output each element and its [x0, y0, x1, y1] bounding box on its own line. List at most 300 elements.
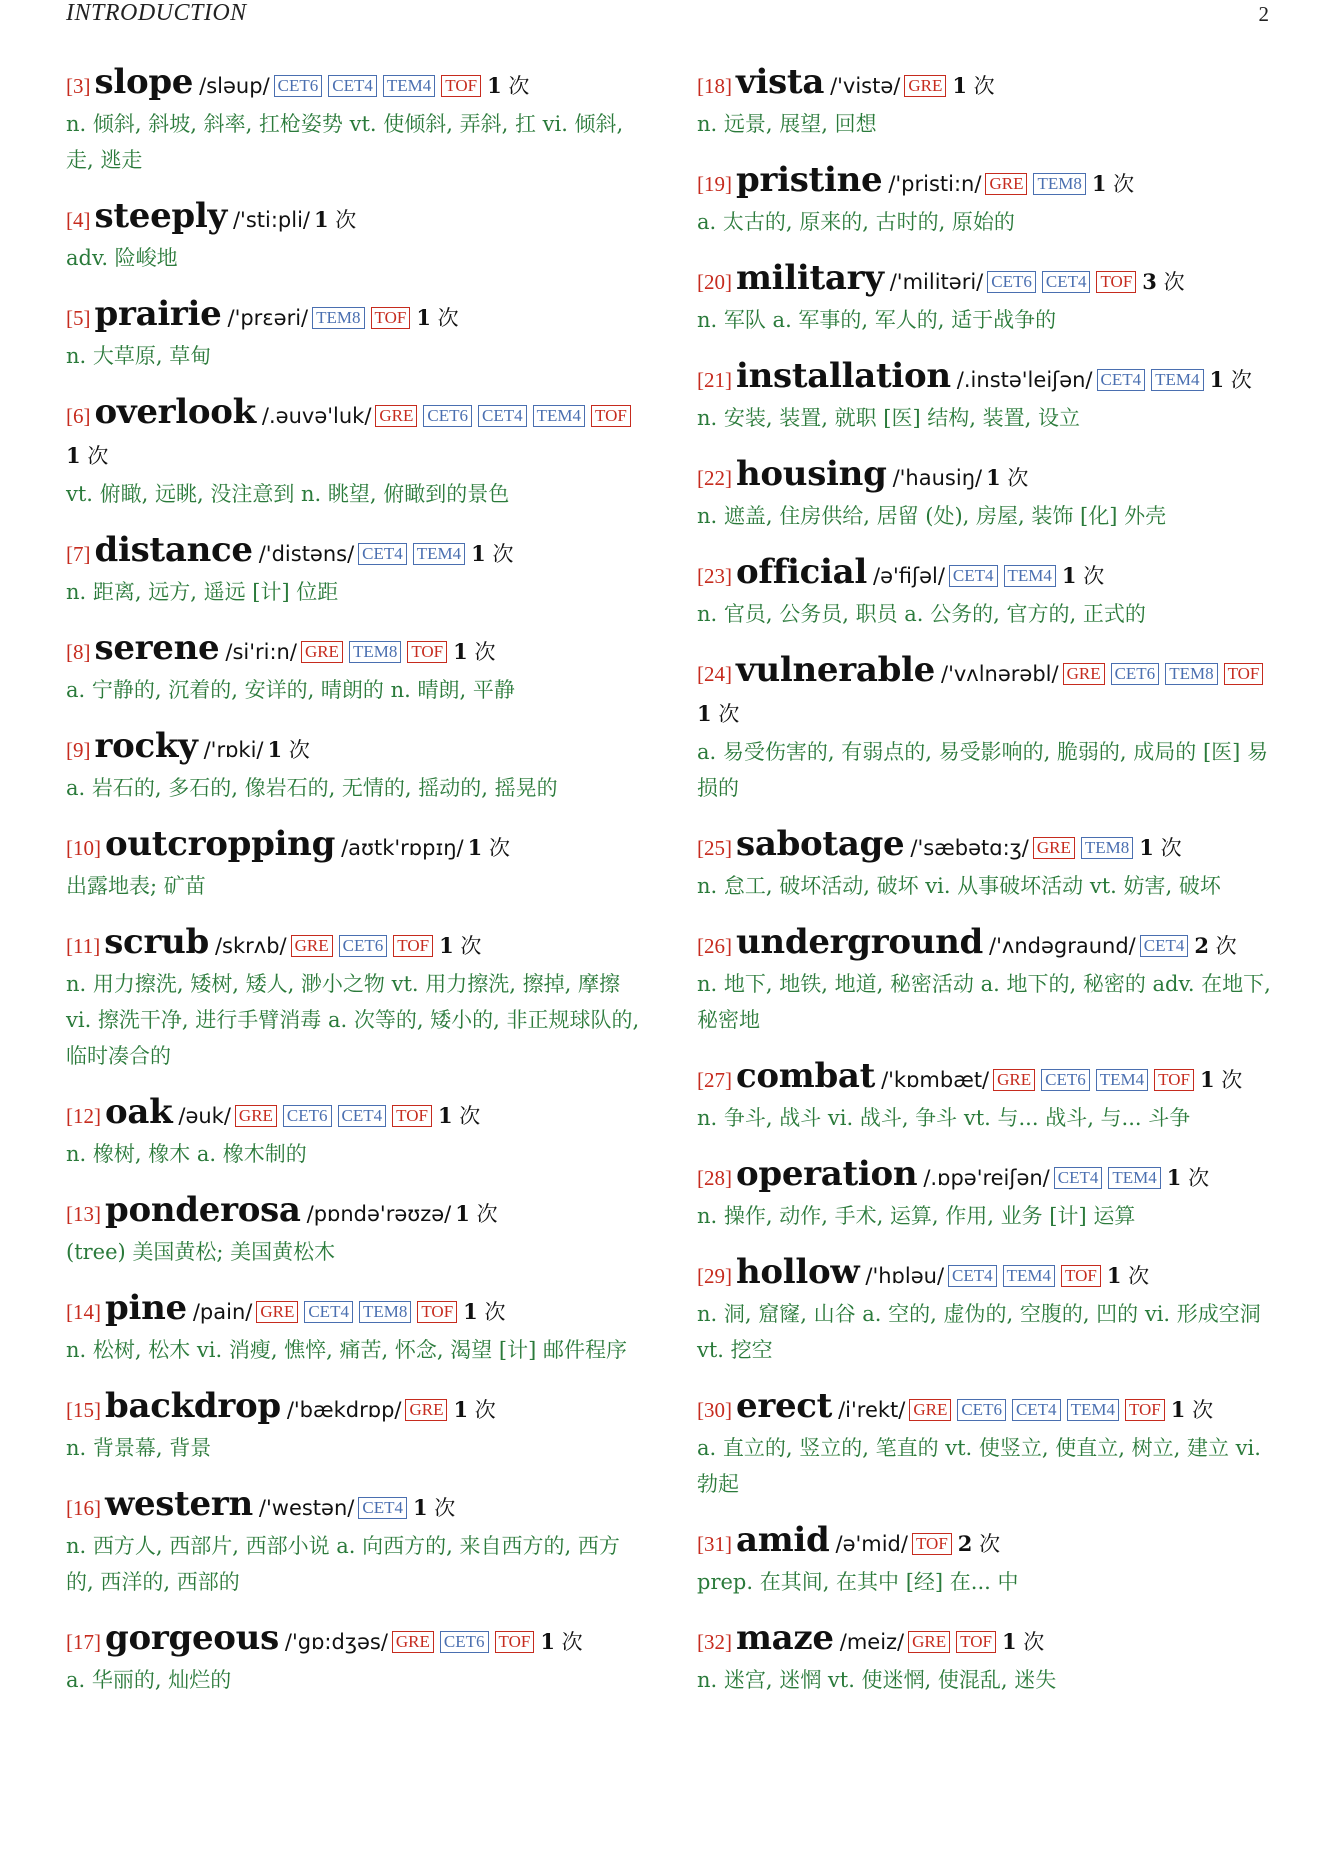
- definition: n. 地下, 地铁, 地道, 秘密活动 a. 地下的, 秘密的 adv. 在地下, 秘密地: [697, 972, 1271, 1032]
- occurrence-count: 1: [1170, 1397, 1186, 1422]
- occurrence-count: 1: [412, 1495, 428, 1520]
- headword: underground: [736, 922, 984, 962]
- headword: housing: [736, 454, 887, 494]
- occurrence-count: 1: [1091, 171, 1107, 196]
- entry-number: [15]: [66, 1398, 101, 1422]
- count-unit: 次: [561, 1630, 583, 1654]
- exam-tag-gre: GRE: [1033, 837, 1075, 859]
- count-unit: 次: [484, 1300, 506, 1324]
- word-entry: [697, 1252, 1277, 1368]
- entry-number: [11]: [66, 934, 101, 958]
- exam-tag-gre: GRE: [1063, 663, 1105, 685]
- entry-headline: [697, 922, 1277, 966]
- entry-headline: [697, 1252, 1277, 1296]
- entry-headline: [697, 552, 1277, 596]
- exam-tag-tem4: TEM4: [1003, 1265, 1055, 1287]
- exam-tag-cet6: CET6: [987, 271, 1036, 293]
- headword: gorgeous: [105, 1618, 279, 1658]
- word-entry: [66, 1386, 646, 1466]
- word-entry: [66, 628, 646, 708]
- word-entry: [697, 356, 1277, 436]
- entry-number: [13]: [66, 1202, 101, 1226]
- definition: adv. 险峻地: [66, 246, 178, 270]
- word-entry: [697, 650, 1277, 806]
- exam-tag-gre: GRE: [301, 641, 343, 663]
- exam-tag-cet4: CET4: [1012, 1399, 1061, 1421]
- occurrence-count: 2: [957, 1531, 973, 1556]
- headword: vista: [736, 62, 825, 102]
- pronunciation: /'vʌlnərəbl/: [941, 662, 1059, 686]
- headword: distance: [94, 530, 253, 570]
- pronunciation: /'militəri/: [889, 270, 984, 294]
- entry-headline: [697, 650, 1277, 734]
- exam-tag-tem8: TEM8: [349, 641, 401, 663]
- exam-tag-tof: TOF: [371, 307, 411, 329]
- occurrence-count: 1: [463, 1299, 478, 1324]
- definition: a. 太古的, 原来的, 古时的, 原始的: [697, 210, 1015, 234]
- exam-tag-tof: TOF: [591, 405, 631, 427]
- exam-tag-gre: GRE: [392, 1631, 434, 1653]
- definition: n. 倾斜, 斜坡, 斜率, 扛枪姿势 vt. 使倾斜, 弄斜, 扛 vi. 倾斜, 走, 逃走: [66, 112, 624, 172]
- entry-headline: [697, 160, 1277, 204]
- count-unit: 次: [718, 702, 740, 726]
- exam-tag-gre: GRE: [909, 1399, 951, 1421]
- headword: rocky: [94, 726, 198, 766]
- word-entry: [66, 1288, 646, 1368]
- count-unit: 次: [1221, 1068, 1243, 1092]
- pronunciation: /skrʌb/: [214, 934, 287, 958]
- pronunciation: /'hausiŋ/: [892, 466, 983, 490]
- exam-tag-tof: TOF: [956, 1631, 996, 1653]
- exam-tag-tof: TOF: [1125, 1399, 1165, 1421]
- entry-headline: [66, 294, 646, 338]
- exam-tag-cet6: CET6: [440, 1631, 489, 1653]
- definition: n. 安装, 装置, 就职 [医] 结构, 装置, 设立: [697, 406, 1081, 430]
- occurrence-count: 1: [471, 541, 486, 566]
- occurrence-count: 1: [453, 1397, 469, 1422]
- word-entry: [697, 454, 1277, 534]
- entry-number: [29]: [697, 1264, 732, 1288]
- word-entry: [66, 196, 646, 276]
- exam-tag-cet6: CET6: [1111, 663, 1160, 685]
- exam-tag-gre: GRE: [993, 1069, 1035, 1091]
- definition: a. 岩石的, 多石的, 像岩石的, 无情的, 摇动的, 摇晃的: [66, 776, 558, 800]
- pronunciation: /'sti:pli/: [232, 208, 310, 232]
- headword: combat: [736, 1056, 876, 1096]
- count-unit: 次: [437, 306, 459, 330]
- pronunciation: /'vistə/: [830, 74, 901, 98]
- pronunciation: /'distəns/: [258, 542, 355, 566]
- pronunciation: /'prɛəri/: [227, 306, 309, 330]
- exam-tag-tof: TOF: [417, 1301, 457, 1323]
- exam-tag-gre: GRE: [256, 1301, 298, 1323]
- entry-number: [25]: [697, 836, 732, 860]
- definition: n. 洞, 窟窿, 山谷 a. 空的, 虚伪的, 空腹的, 凹的 vi. 形成空洞 vt. 挖空: [697, 1302, 1261, 1362]
- exam-tag-cet4: CET4: [478, 405, 527, 427]
- exam-tag-tof: TOF: [393, 935, 433, 957]
- pronunciation: /'bækdrɒp/: [286, 1398, 402, 1422]
- pronunciation: /sləup/: [199, 74, 270, 98]
- occurrence-count: 1: [1139, 835, 1154, 860]
- headword: pristine: [736, 160, 883, 200]
- definition: n. 松树, 松木 vi. 消瘦, 憔悴, 痛苦, 怀念, 渴望 [计] 邮件程序: [66, 1338, 627, 1362]
- headword: outcropping: [105, 824, 336, 864]
- word-entry: [697, 1154, 1277, 1234]
- entry-headline: [66, 196, 646, 240]
- exam-tag-tem4: TEM4: [1096, 1069, 1148, 1091]
- count-unit: 次: [488, 836, 510, 860]
- occurrence-count: 1: [697, 701, 712, 726]
- entry-number: [8]: [66, 640, 91, 664]
- count-unit: 次: [492, 542, 514, 566]
- exam-tag-cet6: CET6: [1041, 1069, 1090, 1091]
- entry-number: [32]: [697, 1630, 732, 1654]
- entry-headline: [66, 726, 646, 770]
- entry-headline: [697, 1154, 1277, 1198]
- occurrence-count: 1: [1209, 367, 1225, 392]
- pronunciation: /'kɒmbæt/: [881, 1068, 990, 1092]
- exam-tag-gre: GRE: [405, 1399, 447, 1421]
- word-entry: [697, 824, 1277, 904]
- entry-headline: [697, 1618, 1277, 1662]
- occurrence-count: 1: [1106, 1263, 1122, 1288]
- pronunciation: /ə'fiʃəl/: [873, 564, 945, 588]
- exam-tag-cet4: CET4: [328, 75, 377, 97]
- entry-number: [22]: [697, 466, 732, 490]
- pronunciation: /'ʌndəgraund/: [989, 934, 1136, 958]
- occurrence-count: 1: [986, 465, 1001, 490]
- count-unit: 次: [1023, 1630, 1045, 1654]
- pronunciation: /.instə'leiʃən/: [956, 368, 1093, 392]
- exam-tag-cet4: CET4: [338, 1105, 387, 1127]
- count-unit: 次: [1192, 1398, 1214, 1422]
- word-entry: [66, 294, 646, 374]
- pronunciation: /.ɒpə'reiʃən/: [923, 1166, 1050, 1190]
- definition: vt. 俯瞰, 远眺, 没注意到 n. 眺望, 俯瞰到的景色: [66, 482, 510, 506]
- count-unit: 次: [474, 1398, 496, 1422]
- exam-tag-cet6: CET6: [339, 935, 388, 957]
- headword: oak: [105, 1092, 173, 1132]
- word-entry: [697, 1056, 1277, 1136]
- definition: 出露地表; 矿苗: [66, 874, 206, 898]
- word-entry: [66, 1618, 646, 1698]
- definition: n. 操作, 动作, 手术, 运算, 作用, 业务 [计] 运算: [697, 1204, 1136, 1228]
- exam-tag-tem8: TEM8: [1081, 837, 1133, 859]
- definition: a. 宁静的, 沉着的, 安详的, 晴朗的 n. 晴朗, 平静: [66, 678, 515, 702]
- headword: operation: [736, 1154, 918, 1194]
- exam-tag-gre: GRE: [291, 935, 333, 957]
- entry-number: [26]: [697, 934, 732, 958]
- exam-tag-tem8: TEM8: [359, 1301, 411, 1323]
- headword: slope: [94, 62, 194, 102]
- word-entry: [697, 1386, 1277, 1502]
- word-entry: [697, 258, 1277, 338]
- occurrence-count: 1: [313, 207, 329, 232]
- exam-tag-tem4: TEM4: [1004, 565, 1056, 587]
- exam-tag-tem4: TEM4: [1108, 1167, 1160, 1189]
- entry-headline: [66, 1092, 646, 1136]
- pronunciation: /meiz/: [839, 1630, 905, 1654]
- pronunciation: /'pristi:n/: [888, 172, 982, 196]
- exam-tag-cet4: CET4: [1042, 271, 1091, 293]
- entry-number: [23]: [697, 564, 732, 588]
- pronunciation: /'gɒ:dʒəs/: [284, 1630, 388, 1654]
- pronunciation: /i'rekt/: [838, 1398, 906, 1422]
- definition: a. 易受伤害的, 有弱点的, 易受影响的, 脆弱的, 成局的 [医] 易损的: [697, 740, 1269, 800]
- entry-headline: [697, 1520, 1277, 1564]
- entry-number: [31]: [697, 1532, 732, 1556]
- headword: amid: [736, 1520, 830, 1560]
- occurrence-count: 1: [1166, 1165, 1182, 1190]
- entry-number: [20]: [697, 270, 732, 294]
- exam-tag-tof: TOF: [1154, 1069, 1194, 1091]
- headword: serene: [94, 628, 220, 668]
- entry-number: [30]: [697, 1398, 732, 1422]
- exam-tag-tem8: TEM8: [312, 307, 364, 329]
- entry-number: [19]: [697, 172, 732, 196]
- right-column: [697, 62, 1277, 1698]
- occurrence-count: 1: [437, 1103, 453, 1128]
- exam-tag-cet4: CET4: [358, 543, 407, 565]
- pronunciation: /aʊtk'rɒpɪŋ/: [341, 836, 464, 860]
- entry-number: [12]: [66, 1104, 101, 1128]
- entry-number: [17]: [66, 1630, 101, 1654]
- entry-headline: [697, 62, 1277, 106]
- pronunciation: /pain/: [192, 1300, 253, 1324]
- exam-tag-cet6: CET6: [957, 1399, 1006, 1421]
- definition: n. 背景幕, 背景: [66, 1436, 212, 1460]
- pronunciation: /'hɒləu/: [865, 1264, 945, 1288]
- exam-tag-tof: TOF: [407, 641, 447, 663]
- headword: overlook: [94, 392, 256, 432]
- word-entry: [66, 726, 646, 806]
- pronunciation: /'rɒki/: [203, 738, 264, 762]
- occurrence-count: 1: [1001, 1629, 1017, 1654]
- exam-tag-cet4: CET4: [304, 1301, 353, 1323]
- headword: military: [736, 258, 884, 298]
- exam-tag-cet4: CET4: [949, 565, 998, 587]
- headword: steeply: [94, 196, 227, 236]
- headword: maze: [736, 1618, 834, 1658]
- entry-number: [3]: [66, 74, 91, 98]
- definition: n. 官员, 公务员, 职员 a. 公务的, 官方的, 正式的: [697, 602, 1146, 626]
- definition: n. 西方人, 西部片, 西部小说 a. 向西方的, 来自西方的, 西方的, 西洋的, 西部的: [66, 1534, 620, 1594]
- count-unit: 次: [474, 640, 496, 664]
- definition: n. 远景, 展望, 回想: [697, 112, 877, 136]
- exam-tag-tof: TOF: [912, 1533, 952, 1555]
- count-unit: 次: [1007, 466, 1029, 490]
- exam-tag-gre: GRE: [904, 75, 946, 97]
- entry-headline: [66, 62, 646, 106]
- entry-headline: [66, 1386, 646, 1430]
- count-unit: 次: [979, 1532, 1001, 1556]
- occurrence-count: 1: [453, 639, 468, 664]
- definition: n. 怠工, 破坏活动, 破坏 vi. 从事破坏活动 vt. 妨害, 破坏: [697, 874, 1221, 898]
- exam-tag-tem4: TEM4: [533, 405, 585, 427]
- count-unit: 次: [1215, 934, 1237, 958]
- page-number: 2: [1258, 2, 1269, 26]
- word-entry: [66, 1092, 646, 1172]
- count-unit: 次: [1160, 836, 1182, 860]
- headword: scrub: [104, 922, 209, 962]
- entry-headline: [697, 258, 1277, 302]
- word-entry: [697, 1520, 1277, 1600]
- left-column: [66, 62, 646, 1698]
- entry-number: [9]: [66, 738, 91, 762]
- pronunciation: /'westən/: [258, 1496, 355, 1520]
- word-entry: [697, 922, 1277, 1038]
- exam-tag-cet6: CET6: [283, 1105, 332, 1127]
- entry-number: [7]: [66, 542, 91, 566]
- exam-tag-tem4: TEM4: [383, 75, 435, 97]
- headword: western: [105, 1484, 253, 1524]
- occurrence-count: 1: [455, 1201, 470, 1226]
- occurrence-count: 1: [487, 73, 502, 98]
- pronunciation: /əuk/: [178, 1104, 231, 1128]
- entry-headline: [66, 1190, 646, 1234]
- count-unit: 次: [1113, 172, 1135, 196]
- entry-headline: [697, 824, 1277, 868]
- word-entry: [66, 1190, 646, 1270]
- exam-tag-gre: GRE: [908, 1631, 950, 1653]
- count-unit: 次: [434, 1496, 456, 1520]
- occurrence-count: 2: [1194, 933, 1209, 958]
- word-entry: [66, 922, 646, 1074]
- exam-tag-tem8: TEM8: [1033, 173, 1085, 195]
- pronunciation: /'sæbətɑ:ʒ/: [910, 836, 1029, 860]
- headword: pine: [105, 1288, 187, 1328]
- pronunciation: /si'ri:n/: [225, 640, 297, 664]
- entry-headline: [66, 1618, 646, 1662]
- running-head: INTRODUCTION: [66, 0, 247, 26]
- headword: ponderosa: [105, 1190, 301, 1230]
- entry-number: [10]: [66, 836, 101, 860]
- definition: n. 军队 a. 军事的, 军人的, 适于战争的: [697, 308, 1057, 332]
- exam-tag-tem4: TEM4: [413, 543, 465, 565]
- word-entry: [66, 824, 646, 904]
- exam-tag-cet6: CET6: [274, 75, 323, 97]
- exam-tag-gre: GRE: [235, 1105, 277, 1127]
- count-unit: 次: [1083, 564, 1105, 588]
- word-entry: [66, 1484, 646, 1600]
- definition: a. 华丽的, 灿烂的: [66, 1668, 232, 1692]
- exam-tag-gre: GRE: [985, 173, 1027, 195]
- entry-headline: [66, 530, 646, 574]
- entry-headline: [66, 628, 646, 672]
- exam-tag-tof: TOF: [1061, 1265, 1101, 1287]
- entry-headline: [66, 1484, 646, 1528]
- entry-number: [24]: [697, 662, 732, 686]
- word-entry: [66, 530, 646, 610]
- entry-headline: [697, 1386, 1277, 1430]
- exam-tag-tem4: TEM4: [1067, 1399, 1119, 1421]
- entry-number: [27]: [697, 1068, 732, 1092]
- entry-headline: [66, 824, 646, 868]
- count-unit: 次: [1230, 368, 1252, 392]
- exam-tag-tem4: TEM4: [1151, 369, 1203, 391]
- exam-tag-cet4: CET4: [1140, 935, 1189, 957]
- count-unit: 次: [459, 1104, 481, 1128]
- definition: prep. 在其间, 在其中 [经] 在... 中: [697, 1570, 1019, 1594]
- headword: backdrop: [105, 1386, 281, 1426]
- entry-headline: [697, 1056, 1277, 1100]
- exam-tag-tof: TOF: [392, 1105, 432, 1127]
- exam-tag-cet6: CET6: [423, 405, 472, 427]
- entry-number: [4]: [66, 208, 91, 232]
- headword: prairie: [94, 294, 222, 334]
- occurrence-count: 1: [467, 835, 483, 860]
- entry-number: [14]: [66, 1300, 101, 1324]
- word-entry: [697, 1618, 1277, 1698]
- entry-headline: [697, 356, 1277, 400]
- headword: installation: [736, 356, 951, 396]
- entry-number: [5]: [66, 306, 91, 330]
- count-unit: 次: [335, 208, 357, 232]
- headword: vulnerable: [736, 650, 936, 690]
- definition: n. 橡树, 橡木 a. 橡木制的: [66, 1142, 307, 1166]
- entry-number: [21]: [697, 368, 732, 392]
- word-entry: [697, 62, 1277, 142]
- occurrence-count: 1: [66, 443, 81, 468]
- entry-headline: [66, 1288, 646, 1332]
- definition: n. 用力擦洗, 矮树, 矮人, 渺小之物 vt. 用力擦洗, 擦掉, 摩擦 vi. 擦洗干净, 进行手臂消毒 a. 次等的, 矮小的, 非正规球队的, 临时凑合的: [66, 972, 640, 1068]
- occurrence-count: 1: [1061, 563, 1077, 588]
- count-unit: 次: [87, 444, 109, 468]
- count-unit: 次: [1163, 270, 1185, 294]
- definition: n. 大草原, 草甸: [66, 344, 212, 368]
- count-unit: 次: [508, 74, 530, 98]
- occurrence-count: 1: [416, 305, 431, 330]
- exam-tag-cet4: CET4: [358, 1497, 407, 1519]
- entry-headline: [66, 922, 646, 966]
- pronunciation: /ə'mid/: [835, 1532, 908, 1556]
- occurrence-count: 3: [1142, 269, 1157, 294]
- entry-number: [28]: [697, 1166, 732, 1190]
- exam-tag-cet4: CET4: [948, 1265, 997, 1287]
- exam-tag-cet4: CET4: [1054, 1167, 1103, 1189]
- occurrence-count: 1: [1199, 1067, 1215, 1092]
- occurrence-count: 1: [439, 933, 454, 958]
- headword: erect: [736, 1386, 833, 1426]
- definition: n. 争斗, 战斗 vi. 战斗, 争斗 vt. 与... 战斗, 与... 斗争: [697, 1106, 1191, 1130]
- entry-number: [18]: [697, 74, 732, 98]
- word-entry: [66, 392, 646, 512]
- exam-tag-gre: GRE: [375, 405, 417, 427]
- count-unit: 次: [973, 74, 995, 98]
- entry-number: [16]: [66, 1496, 101, 1520]
- entry-headline: [697, 454, 1277, 498]
- exam-tag-tof: TOF: [1096, 271, 1136, 293]
- occurrence-count: 1: [267, 737, 283, 762]
- pronunciation: /pɒndə'rəʊzə/: [306, 1202, 452, 1226]
- count-unit: 次: [460, 934, 482, 958]
- entry-number: [6]: [66, 404, 91, 428]
- word-entry: [697, 160, 1277, 240]
- exam-tag-tof: TOF: [441, 75, 481, 97]
- exam-tag-cet4: CET4: [1097, 369, 1146, 391]
- count-unit: 次: [1128, 1264, 1150, 1288]
- exam-tag-tof: TOF: [495, 1631, 535, 1653]
- occurrence-count: 1: [952, 73, 967, 98]
- count-unit: 次: [288, 738, 310, 762]
- count-unit: 次: [476, 1202, 498, 1226]
- headword: official: [736, 552, 868, 592]
- headword: sabotage: [736, 824, 905, 864]
- definition: n. 遮盖, 住房供给, 居留 (处), 房屋, 装饰 [化] 外壳: [697, 504, 1167, 528]
- definition: n. 距离, 远方, 遥远 [计] 位距: [66, 580, 339, 604]
- definition: a. 直立的, 竖立的, 笔直的 vt. 使竖立, 使直立, 树立, 建立 vi. 勃起: [697, 1436, 1261, 1496]
- occurrence-count: 1: [540, 1629, 555, 1654]
